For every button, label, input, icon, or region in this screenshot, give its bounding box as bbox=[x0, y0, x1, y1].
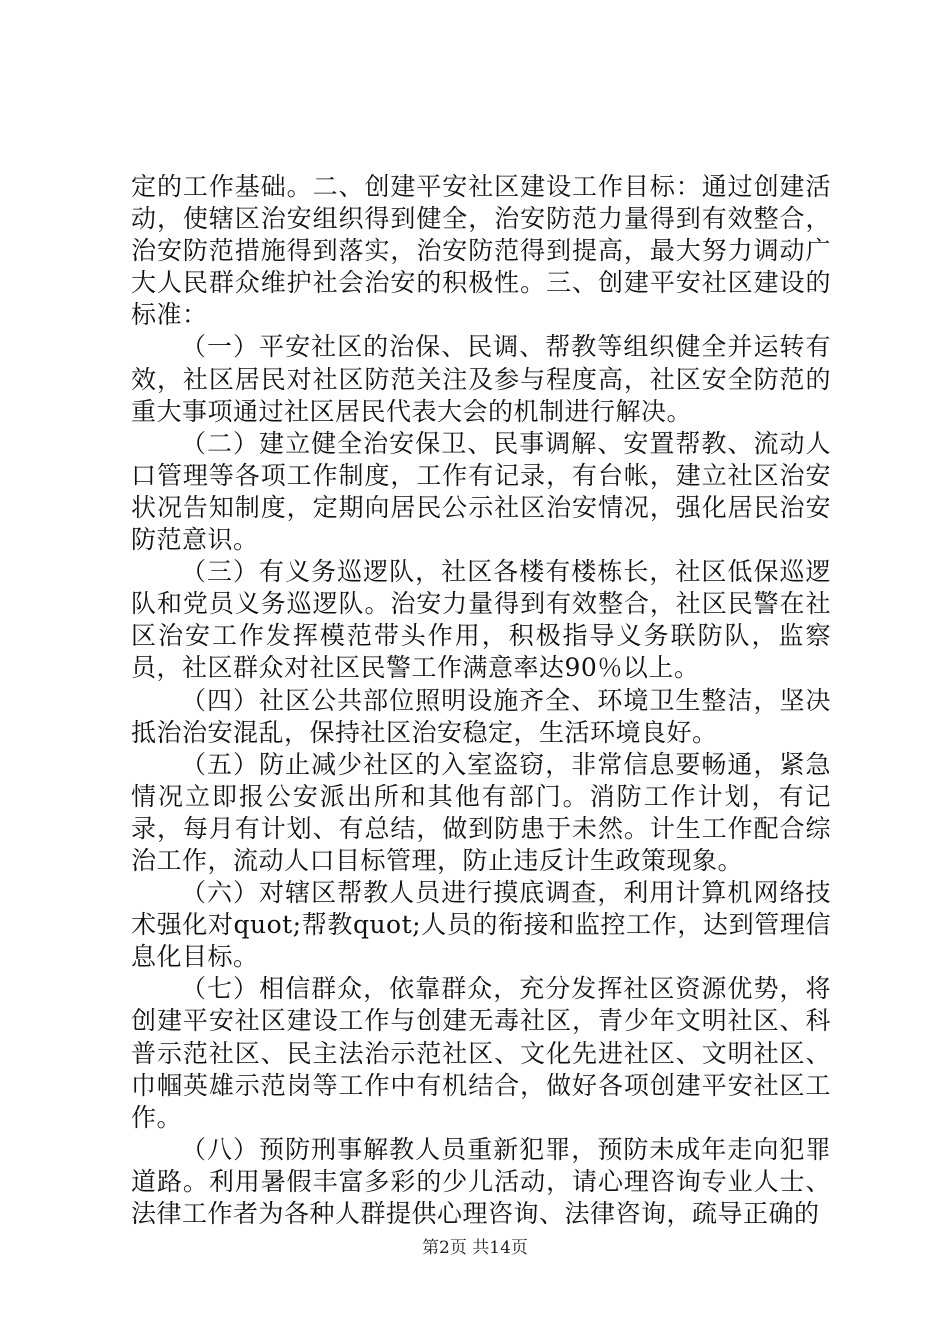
document-body bbox=[131, 171, 831, 1230]
paragraph-item-6: （六）对辖区帮教人员进行摸底调查，利用计算机网络技术强化对quot;帮教quot;人员的衔接和监控工作，达到管理信息化目标。 bbox=[131, 878, 831, 972]
paragraph-item-2: （二）建立健全治安保卫、民事调解、安置帮教、流动人口管理等各项工作制度，工作有记录，有台帐，建立社区治安状况告知制度，定期向居民公示社区治安情况，强化居民治安防范意识。 bbox=[131, 428, 831, 555]
paragraph-item-3: （三）有义务巡逻队，社区各楼有楼栋长，社区低保巡逻队和党员义务巡逻队。治安力量得到有效整合，社区民警在社区治安工作发挥模范带头作用，积极指导义务联防队，监察员，社区群众对社区民警工作满意率达90％以上。 bbox=[131, 557, 831, 683]
paragraph-item-7: （七）相信群众，依靠群众，充分发挥社区资源优势，将创建平安社区建设工作与创建无毒社区，青少年文明社区、科普示范社区、民主法治示范社区、文化先进社区、文明社区、巾帼英雄示范岗等工作中有机结合，做好各项创建平安社区工作。 bbox=[131, 974, 831, 1132]
paragraph-item-8: （八）预防刑事解教人员重新犯罪，预防未成年走向犯罪道路。利用暑假丰富多彩的少儿活动，请心理咨询专业人士、法律工作者为各种人群提供心理咨询、法律咨询，疏导正确的 bbox=[131, 1134, 831, 1228]
paragraph-item-4: （四）社区公共部位照明设施齐全、环境卫生整洁，坚决抵治治安混乱，保持社区治安稳定，生活环境良好。 bbox=[131, 685, 831, 747]
paragraph-item-1: （一）平安社区的治保、民调、帮教等组织健全并运转有效，社区居民对社区防范关注及参与程度高，社区安全防范的重大事项通过社区居民代表大会的机制进行解决。 bbox=[131, 332, 831, 426]
paragraph-continuation: 定的工作基础。二、创建平安社区建设工作目标：通过创建活动，使辖区治安组织得到健全，治安防范力量得到有效整合，治安防范措施得到落实，治安防范得到提高，最大努力调动广大人民群众维护社会治安的积极性。三、创建平安社区建设的标准： bbox=[131, 172, 831, 330]
paragraph-item-5: （五）防止减少社区的入室盗窃，非常信息要畅通，紧急情况立即报公安派出所和其他有部门。消防工作计划，有记录，每月有计划、有总结，做到防患于未然。计生工作配合综治工作，流动人口目标管理，防止违反计生政策现象。 bbox=[131, 749, 831, 875]
page-number-footer: 第2页 共14页 bbox=[422, 1238, 528, 1258]
